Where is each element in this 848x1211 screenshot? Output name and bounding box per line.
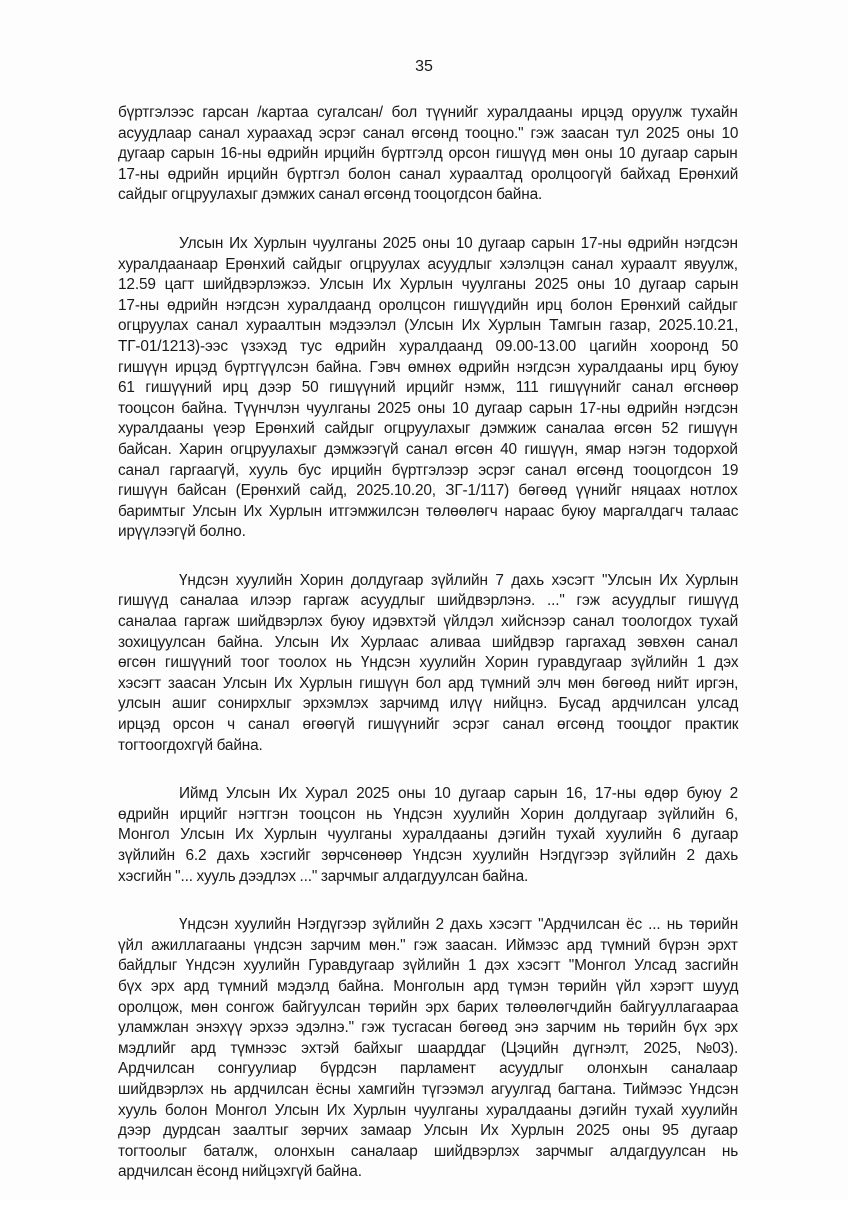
text-line: зүйлийн 6.2 дахь хэсгийг зөрчсөнөөр Үндсэн хуулийн Нэгдүгээр зүйлийн 2 дахь xyxy=(118,847,739,864)
text-line: ирүүлээгүй болно. xyxy=(118,523,246,541)
text-line: асуудлаар санал хураахад эсрэг санал өгсөнд тооцно." гэж заасан тул 2025 оны 10 xyxy=(118,124,739,142)
text-line: тогтоогдохгүй байна. xyxy=(118,736,263,754)
text-line: Үндсэн хуулийн Хорин долдугаар зүйлийн 7 дахь хэсэгт "Улсын Их Хурлын xyxy=(179,571,739,589)
text-line: огцруулах санал хураалтын мэдээлэл (Улсын Их Хурлын Тамгын газар, 2025.10.21, xyxy=(118,317,739,335)
paragraph xyxy=(118,915,738,1183)
text-line: хууль болон Монгол Улсын Их Хурлын чуулганы хуралдааны дэгийн тухай хуулийн xyxy=(118,1101,738,1119)
text-line: уламжлан энэхүү эрхээ эдэлнэ." гэж тусгасан бөгөөд энэ зарчим нь төрийн бүх эрх xyxy=(118,1019,738,1037)
text-line: улсын ашиг сонирхлыг эрхэмлэх зарчимд илүү нийцнэ. Бусад ардчилсан улсад xyxy=(118,695,739,713)
text-line: 17-ны өдрийн нэгдсэн хуралдаанд оролцсон гишүүдийн ирц болон Ерөнхий сайдыг xyxy=(118,296,738,314)
text-line: бүх эрх ард түмний мэдэлд байна. Монголын ард түмэн төрийн үйл хэрэгт шууд xyxy=(118,977,739,995)
text-line: байдлыг Үндсэн хуулийн Гуравдугаар зүйлийн 1 дэх хэсэгт "Монгол Улсад засгийн xyxy=(118,957,739,975)
text-line: ТГ-01/1213)-ээс үзэхэд тус өдрийн хуралдаанд 09.00-13.00 цагийн хооронд 50 xyxy=(118,337,739,355)
text-line: тогтоолыг баталж, олонхын саналаар шийдвэрлэх зарчмыг алдагдуулсан нь xyxy=(118,1142,739,1160)
text-line: үйл ажиллагааны үндсэн зарчим мөн." гэж заасан. Иймээс ард түмний бүрэн эрхт xyxy=(118,936,738,954)
text-line: дугаар сарын 16-ны өдрийн ирцийн бүртгэлд орсон гишүүд мөн оны 10 дугаар сарын xyxy=(118,145,738,163)
text-line: хуралдааны үеэр Ерөнхий сайдыг огцруулахыг дэмжиж саналаа өгсөн 52 гишүүн xyxy=(118,420,738,438)
text-line: санал гаргаагүй, хууль бус ирцийн бүртгэлээр эсрэг санал өгсөнд тооцогдсон 19 xyxy=(118,461,739,479)
text-line: саналаа гаргаж шийдвэрлэх буюу идэвхтэй үйлдэл хийснээр санал тоологдох тухай xyxy=(118,613,739,631)
text-line: 17-ны өдрийн ирцийн бүртгэл болон санал хураалтад оролцоогүй байхад Ерөнхий xyxy=(118,165,739,183)
paragraph xyxy=(118,571,738,756)
text-line: Үндсэн хуулийн Нэгдүгээр зүйлийн 2 дахь хэсэгт "Ардчилсан ёс ... нь төрийн xyxy=(179,916,739,934)
text-line: тооцсон байна. Түүнчлэн чуулганы 2025 оны 10 дугаар сарын 17-ны өдрийн нэгдсэн xyxy=(118,399,739,417)
paragraph xyxy=(118,784,738,887)
text-line: Иймд Улсын Их Хурал 2025 оны 10 дугаар сарын 16, 17-ны өдөр буюу 2 xyxy=(179,785,739,803)
text-line: мэдлийг ард түмнээс эхтэй байхыг шаарддаг (Цэцийн дүгнэлт, 2025, №03). xyxy=(118,1039,739,1057)
text-line: Улсын Их Хурлын чуулганы 2025 оны 10 дугаар сарын 17-ны өдрийн нэгдсэн xyxy=(179,234,738,252)
text-line: зохицуулсан байна. Улсын Их Хурлаас аливаа шийдвэр гаргахад зөвхөн санал xyxy=(118,633,738,651)
text-line: сайдыг огцруулахыг дэмжих санал өгсөнд тооцогдсон байна. xyxy=(118,186,543,204)
text-line: хэсэгт заасан Улсын Их Хурлын гишүүн бол ард түмний элч мөн бөгөөд нийт иргэн, xyxy=(118,674,739,692)
text-line: хэсгийн "... хууль дээдлэх ..." зарчмыг алдагдуулсан байна. xyxy=(118,867,529,885)
text-line: ардчилсан ёсонд нийцэхгүй байна. xyxy=(118,1163,362,1181)
page-number: 35 xyxy=(415,58,433,75)
text-line: бүртгэлээс гарсан /картаа сугалсан/ бол түүнийг хуралдааны ирцэд оруулж тухайн xyxy=(118,104,738,121)
text-line: гишүүн ирцэд бүртгүүлсэн байна. Гэвч өмнөх өдрийн нэгдсэн хуралдааны ирц буюу xyxy=(118,358,739,376)
document-body xyxy=(118,103,738,1211)
paragraph xyxy=(118,103,738,206)
text-line: өдрийн ирцийг нэгтгэн тооцсон нь Үндсэн хуулийн Хорин долдугаар зүйлийн 6, xyxy=(118,805,738,823)
text-line: Монгол Улсын Их Хурлын чуулганы хуралдааны дэгийн тухай хуулийн 6 дугаар xyxy=(118,826,739,844)
text-line: ирцэд орсон ч санал өгөөгүй гишүүнийг эсрэг санал өгсөнд тооцдог практик xyxy=(118,716,739,734)
text-line: 61 гишүүний ирц дээр 50 гишүүний ирцийг нэмж, 111 гишүүнийг санал өгснөөр xyxy=(118,379,739,397)
text-line: 12.59 цагт шийдвэрлэжээ. Улсын Их Хурлын чуулганы 2025 оны 10 дугаар сарын xyxy=(118,276,739,294)
text-line: хуралдаанаар Ерөнхий сайдыг огцруулах асуудлыг хэлэлцэн санал хураалт явуулж, xyxy=(118,255,738,273)
text-line: оролцож, мөн сонгож байгуулсан төрийн эрх барих төлөөлөгчдийн байгууллагаараа xyxy=(118,998,739,1016)
text-line: Ардчилсан сонгуулиар бүрдсэн парламент асуудлыг олонхын саналаар xyxy=(118,1060,738,1078)
text-line: гишүүд саналаа илээр гаргаж асуудлыг шийдвэрлэнэ. ..." гэж асуудлыг гишүүд xyxy=(118,592,739,610)
paragraph xyxy=(118,234,738,543)
text-line: баримтыг Улсын Их Хурлын итгэмжилсэн төлөөлөгч нараас буюу маргалдагч талаас xyxy=(118,502,739,520)
text-line: дээр дурдсан заалтыг зөрчих замаар Улсын Их Хурлын 2025 оны 95 дугаар xyxy=(118,1122,738,1140)
text-line: өгсөн гишүүний тоог тоолох нь Үндсэн хуулийн Хорин гуравдугаар зүйлийн 1 дэх xyxy=(118,654,739,672)
text-line: байсан. Харин огцруулахыг дэмжээгүй санал өгсөн 40 гишүүн, ямар нэгэн тодорхой xyxy=(118,440,738,458)
text-line: гишүүн байсан (Ерөнхий сайд, 2025.10.20, ЗГ-1/117) бөгөөд үүнийг няцаах нотлох xyxy=(118,482,738,500)
text-line: шийдвэрлэх нь ардчилсан ёсны хамгийн түгээмэл агуулгад багтана. Тиймээс Үндсэн xyxy=(118,1080,739,1098)
